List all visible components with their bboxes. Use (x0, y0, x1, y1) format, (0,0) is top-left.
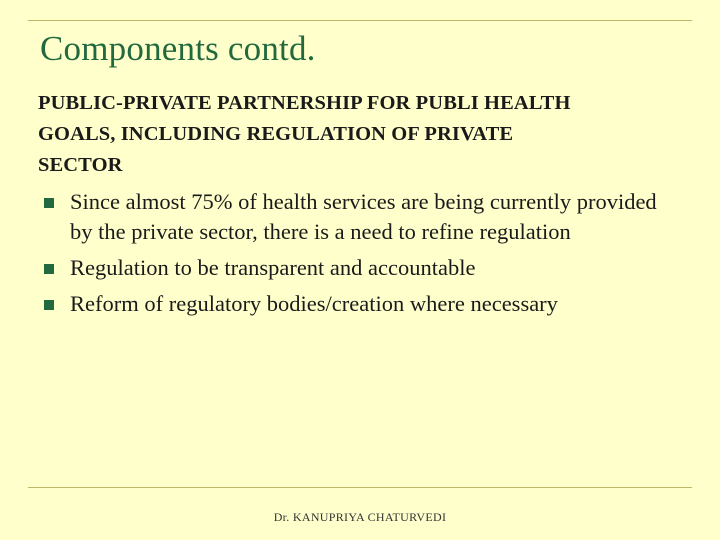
list-item-label: Since almost 75% of health services are being currently provided by the private sector, there is a need to refine regulation (70, 189, 657, 244)
slide-footer: Dr. KANUPRIYA CHATURVEDI (273, 510, 447, 524)
slide-body (38, 88, 678, 325)
bullet-list (38, 187, 678, 319)
top-divider (28, 20, 692, 21)
square-bullet-icon (44, 300, 54, 310)
page-title: Components contd. (40, 29, 316, 68)
list-item (38, 187, 670, 247)
square-bullet-icon (44, 264, 54, 274)
list-item (38, 289, 670, 319)
lead-paragraph: PUBLIC-PRIVATE PARTNERSHIP FOR PUBLI HEALTH GOALS, INCLUDING REGULATION OF PRIVATE SECTOR (38, 92, 571, 176)
square-bullet-icon (44, 198, 54, 208)
list-item-label: Regulation to be transparent and accountable (70, 255, 476, 280)
list-item-label: Reform of regulatory bodies/creation where necessary (70, 291, 558, 316)
bottom-divider (28, 487, 692, 488)
list-item (38, 253, 670, 283)
